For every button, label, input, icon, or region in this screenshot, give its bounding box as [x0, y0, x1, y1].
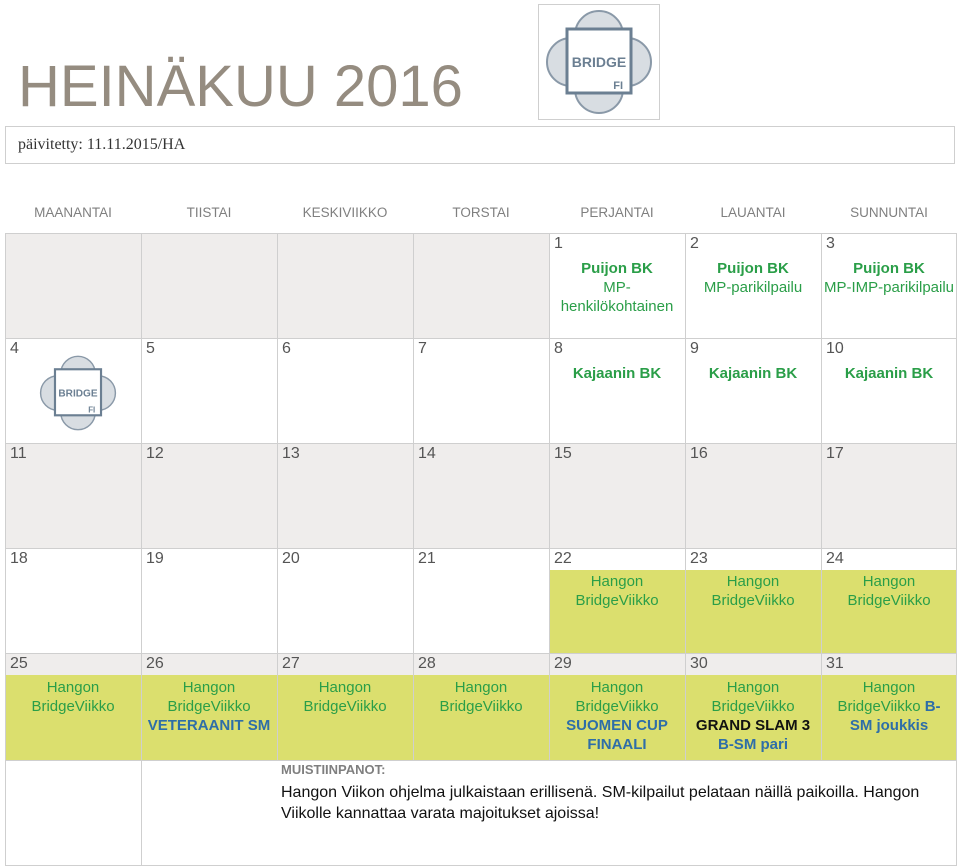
day-number: 5 [146, 340, 155, 357]
grid-line [5, 653, 957, 654]
logo-text-bridge: BRIDGE [571, 54, 627, 70]
event-club: Hangon [454, 679, 508, 696]
day-number: 24 [826, 550, 844, 567]
bridge-logo-icon [33, 352, 123, 434]
day-number: 22 [554, 550, 572, 567]
day-cell-4[interactable] [5, 338, 141, 443]
day-cell-27[interactable] [277, 653, 413, 760]
event-tournament: VETERAANIT SM [147, 717, 271, 734]
day-number: 6 [282, 340, 291, 357]
grid-line [5, 338, 957, 339]
day-cell-25[interactable] [5, 653, 141, 760]
event-tournament: B-SM pari [717, 736, 788, 753]
day-number: 3 [826, 235, 835, 252]
day-number: 25 [10, 655, 28, 672]
event-club: Hangon [590, 573, 644, 590]
day-event [413, 678, 549, 716]
day-event [685, 678, 821, 754]
bridge-fi-logo [538, 4, 660, 120]
grid-line [5, 548, 957, 549]
day-number: 14 [418, 445, 436, 462]
event-desc: BridgeViikko [439, 698, 523, 715]
event-club: Hangon [46, 679, 100, 696]
day-number: 21 [418, 550, 436, 567]
event-club: Hangon [862, 573, 916, 590]
grid-line [5, 865, 957, 866]
grid-line [141, 233, 142, 866]
day-cell-13[interactable] [277, 443, 413, 548]
event-desc: BridgeViikko [575, 698, 659, 715]
grid-line [5, 233, 6, 866]
day-cell-10[interactable] [821, 338, 957, 443]
event-club: Puijon BK [717, 260, 789, 277]
logo-text-fi: FI [88, 405, 96, 415]
day-number: 10 [826, 340, 844, 357]
day-number: 31 [826, 655, 844, 672]
event-desc: BridgeViikko [31, 698, 115, 715]
event-club: Hangon [318, 679, 372, 696]
day-cell-26[interactable] [141, 653, 277, 760]
event-club: Hangon [726, 679, 780, 696]
page-title: HEINÄKUU 2016 [18, 54, 463, 119]
day-cell-29[interactable] [549, 653, 685, 760]
event-club: Hangon [726, 573, 780, 590]
day-number: 16 [690, 445, 708, 462]
weekday-sun: SUNNUNTAI [850, 205, 928, 220]
day-number: 26 [146, 655, 164, 672]
day-cell-17[interactable] [821, 443, 957, 548]
day-number: 17 [826, 445, 844, 462]
day-number: 29 [554, 655, 572, 672]
day-number: 27 [282, 655, 300, 672]
event-tournament: SUOMEN CUP [566, 717, 668, 734]
day-cell-11[interactable] [5, 443, 141, 548]
day-number: 11 [10, 445, 27, 462]
day-number: 20 [282, 550, 300, 567]
day-number: 12 [146, 445, 164, 462]
notes-text: Hangon Viikon ohjelma julkaistaan erillisenä. SM-kilpailut pelataan näillä paikoilla. Hangon Viikolle kannattaa varata majoitukset ajoissa! [281, 784, 920, 822]
day-cell-21[interactable] [413, 548, 549, 653]
weekday-header-row [5, 193, 957, 233]
day-event [277, 678, 413, 716]
day-event [549, 364, 685, 383]
event-desc: BridgeViikko [847, 592, 931, 609]
event-desc: BridgeViikko [837, 698, 921, 715]
day-number: 15 [554, 445, 572, 462]
event-desc: BridgeViikko [575, 592, 659, 609]
logo-text-bridge: BRIDGE [58, 388, 98, 400]
day-cell-7[interactable] [413, 338, 549, 443]
day-number: 18 [10, 550, 28, 567]
day-cell-9[interactable] [685, 338, 821, 443]
event-club: Puijon BK [581, 260, 653, 277]
event-club: Hangon [862, 679, 916, 696]
day-event [821, 572, 957, 610]
day-number: 4 [10, 340, 19, 357]
bridge-logo-icon [539, 5, 659, 119]
event-desc: BridgeViikko [303, 698, 387, 715]
day-cell-6[interactable] [277, 338, 413, 443]
day-number: 1 [554, 235, 563, 252]
day-cell-5[interactable] [141, 338, 277, 443]
day-cell-1[interactable] [549, 233, 685, 338]
day-cell-8[interactable] [549, 338, 685, 443]
updated-note: päivitetty: 11.11.2015/HA [5, 126, 955, 164]
weekday-sat: LAUANTAI [720, 205, 786, 220]
event-tournament: B- [924, 698, 941, 715]
weekday-fri: PERJANTAI [580, 205, 654, 220]
day-cell-23[interactable] [685, 548, 821, 653]
event-desc: BridgeViikko [167, 698, 251, 715]
event-club: Hangon [182, 679, 236, 696]
day-number: 23 [690, 550, 708, 567]
day-event [685, 259, 821, 297]
event-desc: BridgeViikko [711, 698, 795, 715]
day-event [685, 364, 821, 383]
grid-line [5, 760, 957, 761]
weekday-wed: KESKIVIIKKO [302, 205, 388, 220]
day-cell-15[interactable] [549, 443, 685, 548]
event-club: Hangon [590, 679, 644, 696]
day-number: 28 [418, 655, 436, 672]
event-club: Puijon BK [853, 260, 925, 277]
event-club: Kajaanin BK [572, 365, 662, 382]
event-desc: MP- [603, 279, 631, 296]
grid-line [821, 233, 822, 760]
day-event [821, 259, 957, 297]
event-tournament: SM joukkis [849, 717, 929, 734]
weekday-thu: TORSTAI [452, 205, 510, 220]
day-cell-3[interactable] [821, 233, 957, 338]
weekday-mon: MAANANTAI [34, 205, 112, 220]
day-cell-14[interactable] [413, 443, 549, 548]
day-cell-31[interactable] [821, 653, 957, 760]
day-cell-20[interactable] [277, 548, 413, 653]
day-event [5, 678, 141, 716]
weekday-tue: TIISTAI [186, 205, 232, 220]
day-event [549, 259, 685, 316]
event-desc: MP-parikilpailu [703, 279, 803, 296]
day-event [685, 572, 821, 610]
event-tournament: FINAALI [587, 736, 647, 753]
event-club: Kajaanin BK [708, 365, 798, 382]
day-cell-30[interactable] [685, 653, 821, 760]
day-number: 19 [146, 550, 164, 567]
day-event [549, 572, 685, 610]
day-cell-22[interactable] [549, 548, 685, 653]
day-number: 30 [690, 655, 708, 672]
day-cell-2[interactable] [685, 233, 821, 338]
day-cell-24[interactable] [821, 548, 957, 653]
day-event [821, 678, 957, 735]
day-number: 7 [418, 340, 427, 357]
day-cell-28[interactable] [413, 653, 549, 760]
notes-heading: MUISTIINPANOT: [281, 762, 386, 777]
grid-line [277, 233, 278, 760]
day-cell-18[interactable] [5, 548, 141, 653]
day-cell-12[interactable] [141, 443, 277, 548]
day-number: 13 [282, 445, 300, 462]
grid-line [549, 233, 550, 760]
grid-line [413, 233, 414, 760]
event-desc: BridgeViikko [711, 592, 795, 609]
grid-line [5, 443, 957, 444]
day-event [821, 364, 957, 383]
event-club: Kajaanin BK [844, 365, 934, 382]
event-desc: henkilökohtainen [560, 298, 674, 315]
day-cell-16[interactable] [685, 443, 821, 548]
day-event [549, 678, 685, 754]
grid-line [956, 233, 957, 866]
day-event [141, 678, 277, 735]
event-tournament: GRAND SLAM 3 [695, 717, 811, 734]
day-cell-19[interactable] [141, 548, 277, 653]
event-desc: MP-IMP-parikilpailu [823, 279, 955, 296]
day-number: 8 [554, 340, 563, 357]
grid-line [685, 233, 686, 760]
day-number: 2 [690, 235, 699, 252]
grid-line [5, 233, 957, 234]
logo-text-fi: FI [613, 80, 623, 92]
day-number: 9 [690, 340, 699, 357]
